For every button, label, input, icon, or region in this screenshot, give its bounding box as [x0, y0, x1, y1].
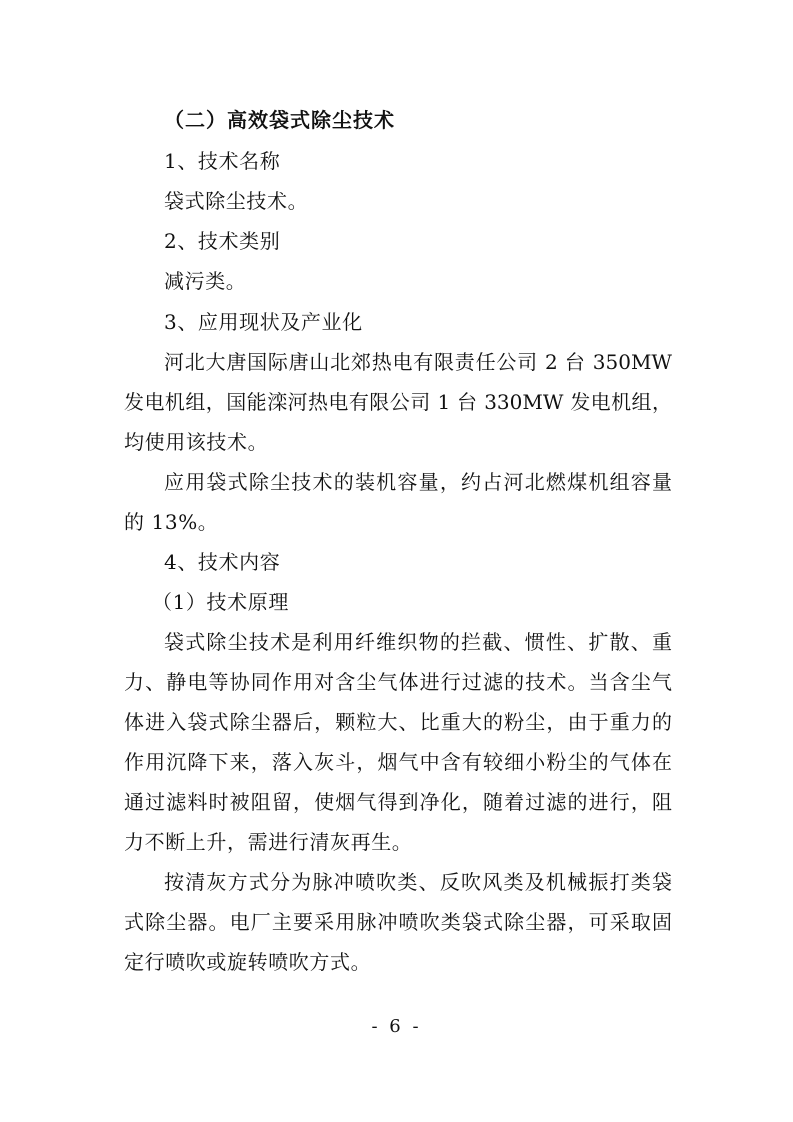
item4-para1-line3: 体进入袋式除尘器后，颗粒大、比重大的粉尘，由于重力的	[124, 710, 672, 734]
item4-para2-line1: 按清灰方式分为脉冲喷吹类、反吹风类及机械振打类袋	[164, 870, 672, 894]
page-number: - 6 -	[371, 1016, 422, 1037]
item2-title: 2、技术类别	[164, 229, 281, 253]
item4-para1-line6: 力不断上升，需进行清灰再生。	[124, 830, 413, 854]
item4-sub1: （1）技术原理	[152, 590, 289, 614]
item4-para1-line4: 作用沉降下来，落入灰斗，烟气中含有较细小粉尘的气体在	[124, 750, 672, 774]
item1-text: 袋式除尘技术。	[164, 189, 309, 213]
item3-para1-line3: 均使用该技术。	[124, 430, 269, 454]
item4-para2-line3: 定行喷吹或旋转喷吹方式。	[124, 950, 372, 974]
item1-title: 1、技术名称	[164, 149, 281, 173]
item4-para1-line2: 力、静电等协同作用对含尘气体进行过滤的技术。当含尘气	[124, 670, 672, 694]
item3-para2-line2: 的 13%。	[124, 510, 219, 534]
item3-para2-line1: 应用袋式除尘技术的装机容量，约占河北燃煤机组容量	[164, 470, 672, 494]
item3-para1-line1: 河北大唐国际唐山北郊热电有限责任公司 2 台 350MW	[164, 350, 672, 374]
item4-para1-line5: 通过滤料时被阻留，使烟气得到净化，随着过滤的进行，阻	[124, 790, 672, 814]
item4-para1-line1: 袋式除尘技术是利用纤维织物的拦截、惯性、扩散、重	[164, 630, 672, 654]
item3-para1-line2: 发电机组，国能滦河热电有限公司 1 台 330MW 发电机组，	[124, 390, 672, 414]
item4-title: 4、技术内容	[164, 550, 281, 574]
item4-para2-line2: 式除尘器。电厂主要采用脉冲喷吹类袋式除尘器，可采取固	[124, 910, 672, 934]
item2-text: 减污类。	[164, 269, 247, 293]
item3-title: 3、应用现状及产业化	[164, 310, 363, 334]
section-title: （二）高效袋式除尘技术	[164, 108, 395, 132]
